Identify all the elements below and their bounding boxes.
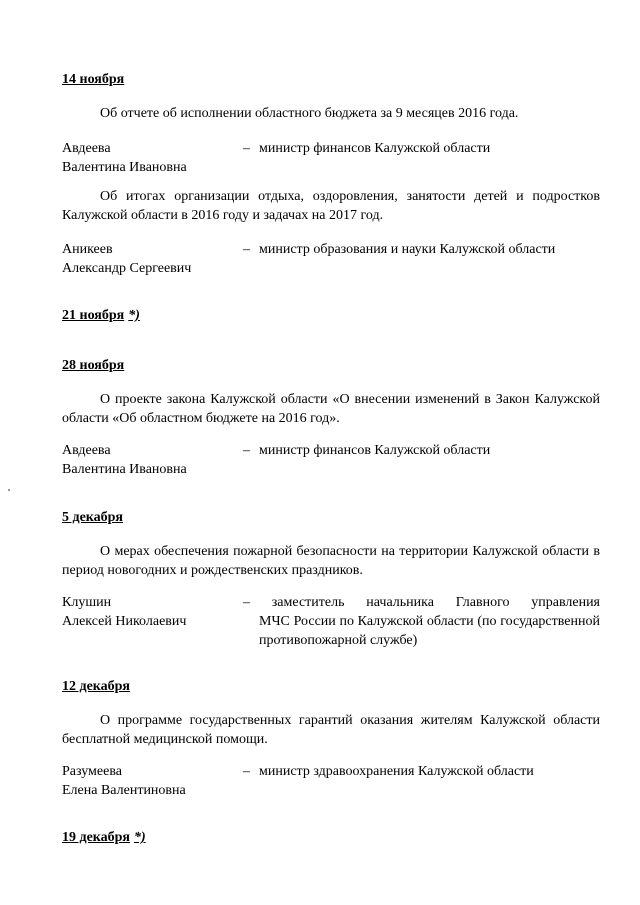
- speaker-name: [62, 139, 232, 177]
- dash: –: [243, 141, 250, 156]
- agenda-topic: Об отчете об исполнении областного бюджета за 9 месяцев 2016 года.: [100, 106, 519, 121]
- agenda-topic: Об итогах организации отдыха, оздоровления, занятости детей и подростков Калужской области в 2016 году и задачах на 2017 год.: [62, 189, 600, 223]
- section-date: 21 ноября: [62, 308, 125, 323]
- section-date: 28 ноября: [62, 358, 125, 373]
- speaker-role: [243, 593, 600, 650]
- speaker-surname: Авдеева: [62, 141, 111, 156]
- dash: –: [243, 764, 250, 779]
- scan-speck: [8, 489, 10, 491]
- speaker-role: министр здравоохранения Калужской области: [259, 764, 534, 779]
- speaker-role: министр финансов Калужской области: [259, 141, 491, 156]
- agenda-topic: О мерах обеспечения пожарной безопасности на территории Калужской области в период новогодних и рождественских праздников.: [62, 544, 600, 578]
- speaker-surname: Аникеев: [62, 242, 113, 257]
- speaker-role: министр финансов Калужской области: [259, 443, 491, 458]
- speaker-name: [62, 441, 232, 479]
- speaker-role-line: противопожарной службе): [259, 633, 418, 648]
- dash: –: [243, 443, 250, 458]
- section-date-line: [62, 830, 146, 846]
- speaker-given-name: Алексей Николаевич: [62, 614, 187, 629]
- footnote-marker: *): [134, 830, 146, 845]
- speaker-given-name: Елена Валентиновна: [62, 783, 186, 798]
- speaker-given-name: Валентина Ивановна: [62, 462, 187, 477]
- section-date: 14 ноября: [62, 72, 125, 87]
- dash: –: [243, 595, 250, 610]
- section-date: 19 декабря: [62, 830, 131, 845]
- speaker-name: [62, 593, 232, 631]
- speaker-name: [62, 240, 232, 278]
- footnote-marker: *): [128, 308, 140, 323]
- speaker-given-name: Валентина Ивановна: [62, 160, 187, 175]
- section-date-line: [62, 308, 140, 324]
- speaker-role-line: [243, 593, 600, 612]
- section-date: 5 декабря: [62, 510, 124, 525]
- speaker-role-line: МЧС России по Калужской области (по государственной: [259, 614, 600, 629]
- speaker-surname: Разумеева: [62, 764, 122, 779]
- section-date: 12 декабря: [62, 679, 131, 694]
- agenda-topic: О программе государственных гарантий оказания жителям Калужской области бесплатной медицинской помощи.: [62, 713, 600, 747]
- speaker-surname: Клушин: [62, 595, 112, 610]
- speaker-role-text: заместитель начальника Главного управления: [271, 595, 600, 610]
- speaker-given-name: Александр Сергеевич: [62, 261, 192, 276]
- agenda-topic: О проекте закона Калужской области «О внесении изменений в Закон Калужской области «Об областном бюджете на 2016 год».: [62, 392, 600, 426]
- dash: –: [243, 242, 250, 257]
- speaker-name: [62, 762, 232, 800]
- speaker-role: министр образования и науки Калужской области: [259, 242, 556, 257]
- speaker-surname: Авдеева: [62, 443, 111, 458]
